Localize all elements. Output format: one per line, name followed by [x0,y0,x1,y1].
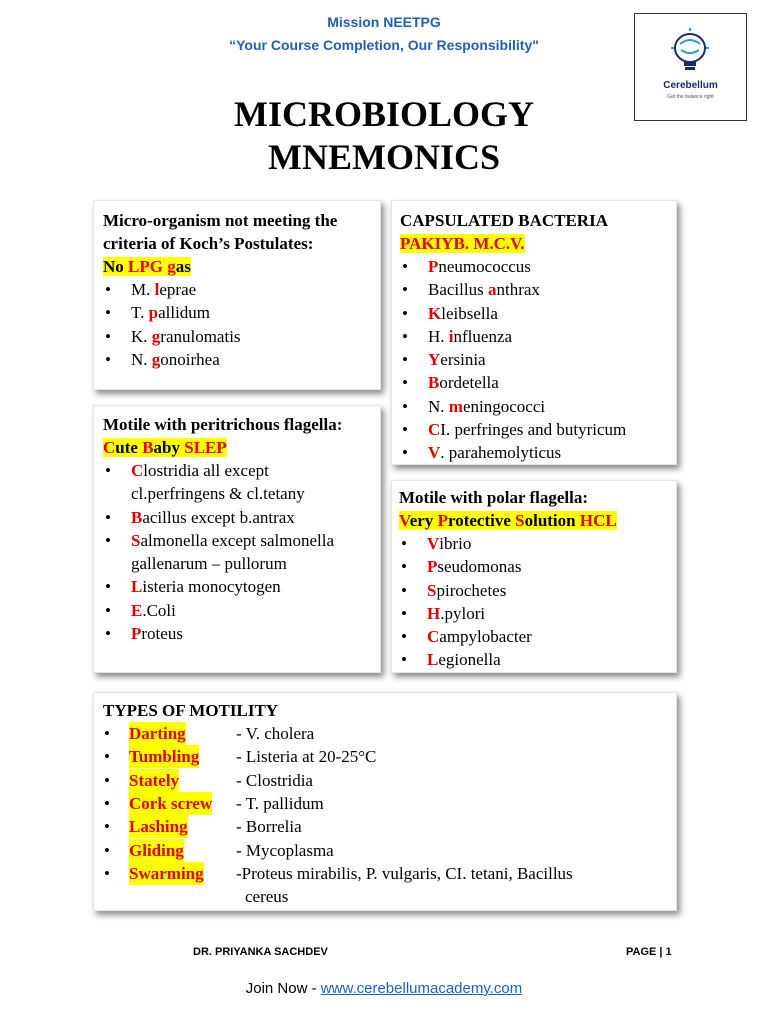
logo-tagline: Get the balance right [667,94,714,100]
list-item: • E.Coli [103,599,334,622]
motility-desc: cereus [245,887,289,906]
polar-mnemonic: Very Protective Solution HCL [399,511,617,530]
motility-desc: - Listeria at 20-25°C [236,747,377,766]
motility-name: Gliding [129,839,184,862]
join-label: Join Now - [245,980,321,997]
list-item: • V. parahemolyticus [400,441,626,464]
motility-name: Swarming [129,862,204,885]
motility-name: Darting [129,722,186,745]
motility-name: Lashing [129,815,188,838]
motility-desc: - Mycoplasma [236,841,334,860]
list-item: • Legionella [399,648,532,671]
peritrichous-title: Motile with peritrichous flagella: [103,415,343,434]
header-mission: Mission NEETPG [327,14,441,30]
brain-bulb-icon [635,14,746,80]
page-title-line1: MICROBIOLOGY [233,94,535,134]
capsulated-list [400,255,626,465]
list-item: • K. granulomatis [103,325,241,348]
motility-name: Stately [129,769,179,792]
mnemonic-letter: G [149,257,163,276]
header-tagline: “Your Course Completion, Our Responsibility" [229,37,539,53]
website-link[interactable]: www.cerebellumacademy.com [320,980,523,997]
list-item: • Salmonella except salmonella gallenarum – pullorum [103,529,334,576]
list-item: • Spirochetes [399,579,532,602]
motility-desc: -Proteus mirabilis, P. vulgaris, CI. tetani, Bacillus [236,864,573,883]
footer-author: DR. PRIYANKA SACHDEV [193,946,328,958]
polar-flagella-box [391,480,677,673]
motility-types-box: TYPES OF MOTILITY • Darting - V. cholera • Tumbling - Listeria at 20-25°C • Stately - Clostridia • Cork screw - T. pallidum • Lashing - Borrelia • Gliding - Mycoplasma • Swarming -Proteus mirabilis, P. vulgaris, CI. tetani, Bacillus cereus [93,692,677,911]
koch-title-line1: Micro-organism not meeting the [103,211,338,230]
footer-page-number: PAGE | 1 [626,946,672,958]
list-item: • CI. perfringes and butyricum [400,418,626,441]
peritrichous-mnemonic: Cute Baby SLEP [103,438,227,457]
capsulated-title: CAPSULATED BACTERIA [400,211,608,230]
mnemonic-letter: g [163,257,176,276]
motility-name: Cork screw [129,792,212,815]
koch-list [103,278,241,371]
page-title-line2: MNEMONICS [268,137,500,177]
capsulated-bacteria-box [391,200,677,465]
list-item: • Campylobacter [399,625,532,648]
logo-name: Cerebellum [663,80,718,91]
mnemonic-text: No [103,257,129,276]
list-item: • T. pallidum [103,301,241,324]
list-item: • Pseudomonas [399,555,532,578]
list-item: • Bordetella [400,371,626,394]
motility-title: TYPES OF MOTILITY [103,701,279,720]
mnemonic-text: as [175,257,191,276]
list-item: • Clostridia all except cl.perfringens & cl.tetany [103,459,334,506]
list-item: • Proteus [103,622,334,645]
list-item: • H. influenza [400,325,626,348]
list-item: • Bacillus except b.antrax [103,506,334,529]
list-item: • N. meningococci [400,395,626,418]
list-item: • Kleibsella [400,302,626,325]
mnemonic-letter: P [139,257,150,276]
polar-title: Motile with polar flagella: [399,488,589,507]
polar-list [399,532,532,672]
koch-mnemonic [103,255,191,278]
motility-desc: - T. pallidum [236,794,324,813]
motility-desc: - Borrelia [236,817,302,836]
list-item: • M. leprae [103,278,241,301]
koch-postulates-box [93,200,381,390]
list-item: • Bacillus anthrax [400,278,626,301]
motility-desc: - Clostridia [236,771,313,790]
peritrichous-list [103,459,334,645]
join-now-line [0,980,768,997]
list-item: • H.pylori [399,602,532,625]
capsulated-mnemonic: PAKIYB. M.C.V. [400,234,525,253]
motility-desc: - V. cholera [236,724,315,743]
list-item: • Pneumococcus [400,255,626,278]
peritrichous-flagella-box [93,405,381,673]
mnemonic-letter: L [128,257,140,276]
list-item: • Yersinia [400,348,626,371]
koch-title-line2: criteria of Koch’s Postulates: [103,234,314,253]
list-item: • N. gonoirhea [103,348,241,371]
motility-name: Tumbling [129,745,199,768]
list-item: • Vibrio [399,532,532,555]
list-item: • Listeria monocytogen [103,575,334,598]
